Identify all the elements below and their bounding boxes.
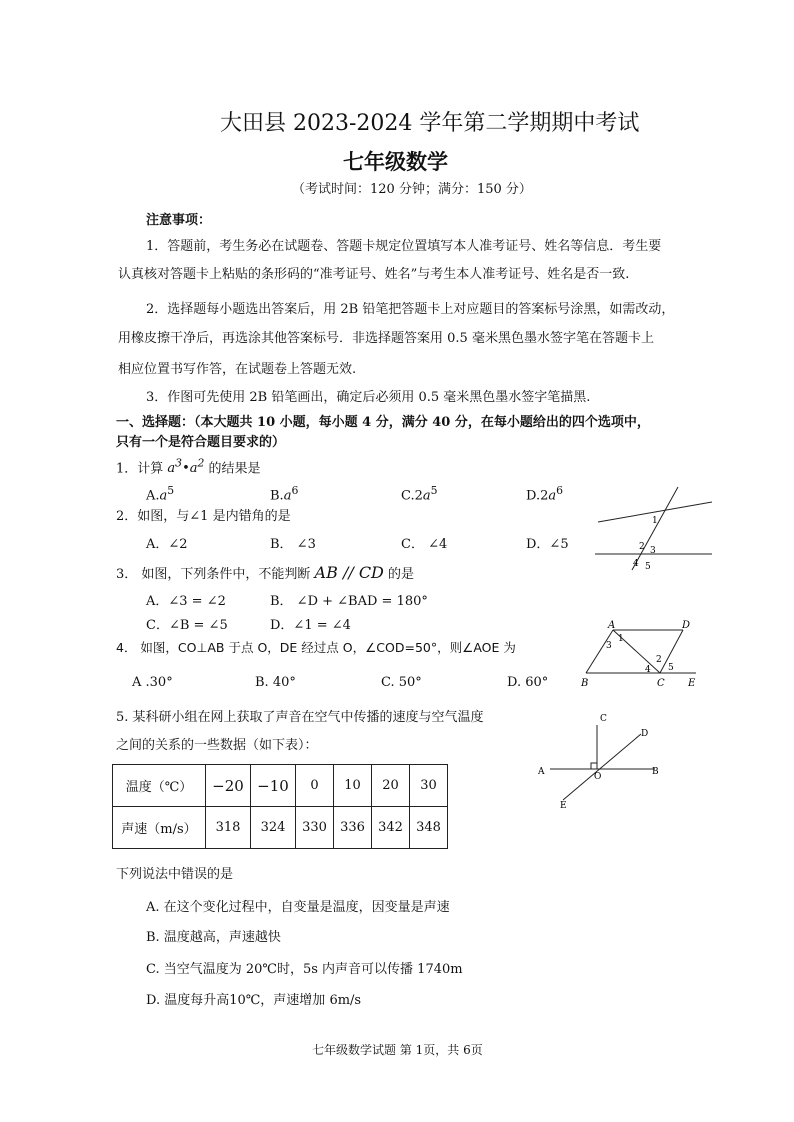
q1-option-a-label: A. <box>146 488 160 504</box>
table-cell: 336 <box>334 807 372 849</box>
q4-option-b: B. 40° <box>255 675 296 690</box>
q2-angle-4: 4 <box>633 559 639 569</box>
notice-item2-line1: 2．选择题每小题选出答案后，用 2B 铅笔把答题卡上对应题目的答案标号涂黑，如需改动， <box>146 302 675 317</box>
notice-heading: 注意事项： <box>146 213 212 228</box>
notice-item3: 3．作图可先使用 2B 铅笔画出，确定后必须用 0.5 毫米黑色墨水签字笔描黑. <box>146 390 591 405</box>
table-row <box>113 807 448 849</box>
q4-option-a: A .30° <box>132 675 173 690</box>
q4-label-o: O <box>594 772 602 782</box>
q1-stem-pre: 1．计算 <box>116 461 168 477</box>
exam-title: 大田县 2023-2024 学年第二学期期中考试 <box>220 111 640 136</box>
q3-stem-math: AB // CD <box>314 563 384 582</box>
q2-angle-3: 3 <box>650 546 656 556</box>
notice-item2-line2: 用橡皮擦干净后，再选涂其他答案标号．非选择题答案用 0.5 毫米黑色墨水签字笔在答题卡上 <box>118 331 654 346</box>
table-header-speed: 声速（m/s） <box>113 807 206 849</box>
q1-option-d-label: D.2 <box>526 488 549 504</box>
q2-option-b: B． ∠3 <box>270 537 316 552</box>
q3-label-a: A <box>608 620 616 631</box>
q5-stem-line2: 之间的关系的一些数据（如下表）： <box>116 738 318 753</box>
q3-label-d: D <box>682 620 691 631</box>
q1-option-b-label: B. <box>270 488 284 504</box>
q1-expression: $a^3•a^2$ <box>167 457 205 477</box>
q3-angle-1: 1 <box>618 634 624 644</box>
q4-label-e: E <box>560 801 567 811</box>
q2-angle-2: 2 <box>639 542 645 552</box>
table-row <box>113 765 448 807</box>
q4-label-c: C <box>600 714 607 724</box>
table-cell: 0 <box>296 765 334 807</box>
section1-heading-line1: 一、选择题：（本大题共 10 小题，每小题 4 分，满分 40 分，在每小题给出的四个选项中， <box>116 415 650 430</box>
table-cell: 10 <box>334 765 372 807</box>
q3-angle-5: 5 <box>668 663 674 673</box>
q3-angle-3: 3 <box>606 641 612 651</box>
q5-prompt: 下列说法中错误的是 <box>116 867 234 882</box>
q3-figure <box>578 616 708 692</box>
table-cell: 30 <box>410 765 448 807</box>
q4-figure <box>535 708 675 812</box>
q3-angle-2: 2 <box>656 655 662 665</box>
notice-item2-line3: 相应位置书写作答，在试题卷上答题无效. <box>118 362 357 377</box>
q5-stem-line1: 5. 某科研小组在网上获取了声音在空气中传播的速度与空气温度 <box>116 710 484 725</box>
page-footer: 七年级数学试题 第 1页，共 6页 <box>312 1043 483 1057</box>
q3-label-e: E <box>688 678 696 689</box>
q2-figure <box>590 482 720 574</box>
q4-line-de <box>563 734 641 800</box>
q1-option-c: $C.2a^5$ <box>401 484 438 504</box>
q2-angle-5: 5 <box>645 562 651 572</box>
table-cell: 324 <box>251 807 296 849</box>
q2-option-a: A．∠2 <box>146 537 188 552</box>
q3-angle-4: 4 <box>645 665 651 675</box>
q1-stem <box>116 455 261 478</box>
q2-option-c: C． ∠4 <box>401 537 448 552</box>
table-cell: 20 <box>372 765 410 807</box>
q2-transversal <box>632 487 678 570</box>
notice-item1-line1: 1．答题前，考生务必在试题卷、答题卡规定位置填写本人准考证号、姓名等信息．考生要 <box>146 239 662 254</box>
section1-heading-line2: 只有一个是符合题目要求的） <box>116 435 286 450</box>
q3-label-b: B <box>581 678 589 689</box>
q5-option-d: D. 温度每升高10℃，声速增加 6m/s <box>146 993 362 1008</box>
q2-option-d: D．∠5 <box>526 537 569 552</box>
q3-label-c: C <box>657 678 665 689</box>
q4-label-d: D <box>641 729 649 739</box>
q4-option-c: C. 50° <box>381 675 422 690</box>
exam-info: （考试时间：120 分钟；满分：150 分） <box>292 182 532 197</box>
q2-stem: 2．如图，与∠1 是内错角的是 <box>116 509 291 524</box>
q1-option-b: $B.a^6$ <box>270 484 299 504</box>
notice-item1-line2: 认真核对答题卡上粘贴的条形码的“准考证号、姓名”与考生本人准考证号、姓名是否一致. <box>118 267 630 282</box>
q4-label-b: B <box>652 767 659 777</box>
q1-option-c-label: C.2 <box>401 488 423 504</box>
q3-option-c: C．∠B = ∠5 <box>146 618 228 633</box>
q4-right-angle-mark <box>591 763 597 769</box>
q5-data-table <box>112 764 448 849</box>
table-cell: 342 <box>372 807 410 849</box>
q1-option-a: $A.a^5$ <box>146 484 175 504</box>
q3-line-ab <box>586 630 613 673</box>
table-header-temperature: 温度（℃） <box>113 765 206 807</box>
q4-option-d: D. 60° <box>507 675 549 690</box>
q5-option-b: B. 温度越高，声速越快 <box>146 930 281 945</box>
q5-option-a: A. 在这个变化过程中，自变量是温度，因变量是声速 <box>146 900 450 915</box>
q3-stem-post: 的是 <box>383 567 415 582</box>
q3-option-a: A．∠3 = ∠2 <box>146 594 226 609</box>
table-cell: −10 <box>251 765 296 807</box>
q5-option-c: C. 当空气温度为 20℃时，5s 内声音可以传播 1740m <box>146 962 463 977</box>
q3-stem-pre: 3． 如图，下列条件中，不能判断 <box>116 567 315 582</box>
q3-stem <box>116 564 414 584</box>
q4-stem: 4． 如图，CO⊥AB 于点 O，DE 经过点 O，∠COD=50°，则∠AOE 为 <box>116 640 516 655</box>
q1-stem-post: 的结果是 <box>204 461 261 477</box>
table-cell: 348 <box>410 807 448 849</box>
q4-label-a: A <box>538 767 545 777</box>
q3-option-d: D．∠1 = ∠4 <box>270 618 351 633</box>
exam-subtitle: 七年级数学 <box>343 149 448 174</box>
table-cell: 318 <box>206 807 251 849</box>
q3-option-b: B． ∠D + ∠BAD = 180° <box>270 594 428 609</box>
q2-angle-1: 1 <box>652 516 658 526</box>
table-cell: 330 <box>296 807 334 849</box>
table-cell: −20 <box>206 765 251 807</box>
q1-option-d: $D.2a^6$ <box>526 484 564 504</box>
